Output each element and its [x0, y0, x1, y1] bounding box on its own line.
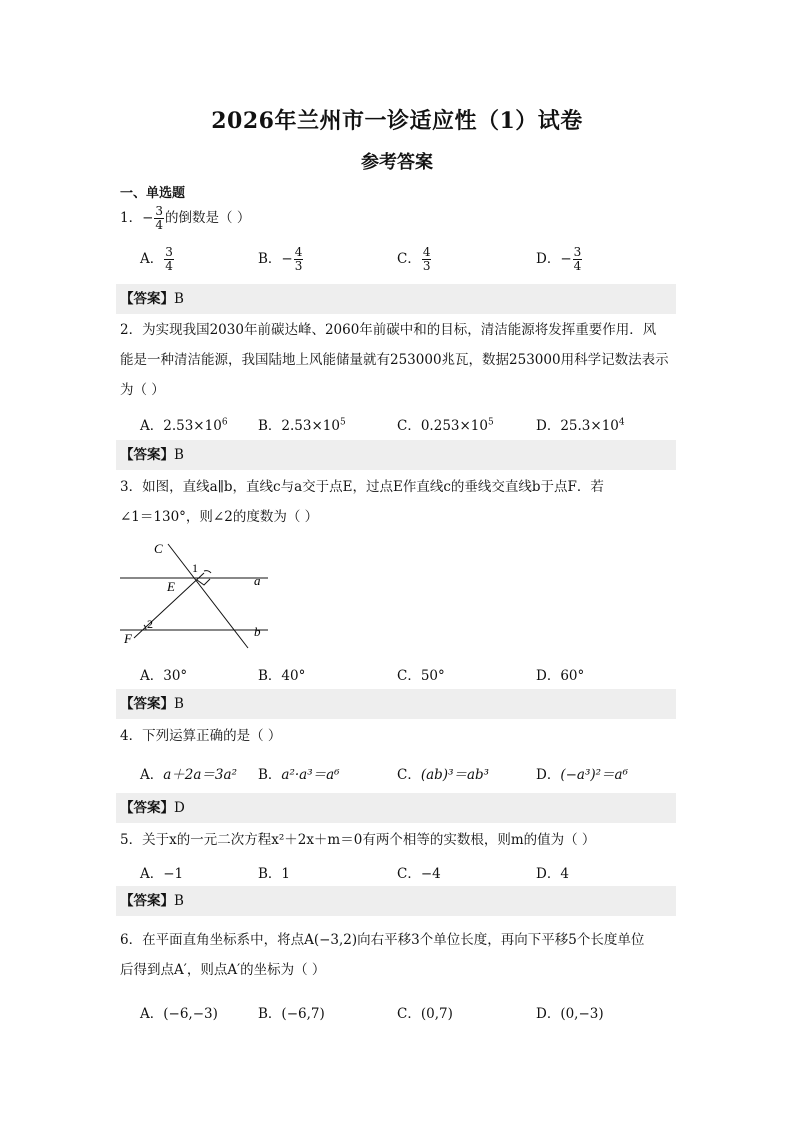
option-d: D．$25.3\times 10^4$: [536, 417, 625, 434]
option-a: A．$2.53\times 10^6$: [140, 417, 228, 434]
question-number: 3．: [120, 479, 143, 495]
question-6: 6．在平面直角坐标系中，将点A(−3,2)向右平移3个单位长度，再向下平移5个长度单位 后得到点A′，则点A′的坐标为（ ）: [120, 932, 645, 978]
option-a: A．30°: [140, 668, 188, 684]
minus-sign: −: [142, 210, 154, 226]
question-number: 6．: [120, 932, 143, 948]
question-4-options: [140, 763, 680, 787]
label-f: F: [124, 631, 132, 646]
section-heading: 一、单选题: [120, 186, 186, 201]
label-e: E: [167, 579, 175, 594]
option-c: C．(ab)³＝ab³: [397, 767, 490, 783]
fraction: $\frac{3}{4}$: [155, 204, 164, 232]
option-d: D．(−a³)²＝a⁶: [536, 767, 629, 783]
option-c: C．$0.253\times 10^5$: [397, 417, 494, 434]
option-c: C．−4: [397, 866, 441, 882]
question-4: 4．下列运算正确的是（ ）: [120, 728, 282, 744]
answer-row: 【答案】B: [116, 284, 676, 314]
question-number: 5．: [120, 832, 143, 848]
answer-value: B: [174, 696, 184, 712]
option-a: A．−1: [140, 866, 184, 882]
answer-row: 【答案】B: [116, 886, 676, 916]
document-title: 2026年兰州市一诊适应性（1）试卷: [211, 108, 583, 134]
question-3: 3．如图，直线a∥b，直线c与a交于点E，过点E作直线c的垂线交直线b于点F．若 ∠1＝130°，则∠2的度数为（ ）: [120, 479, 604, 525]
answer-value: D: [174, 800, 185, 816]
option-b: B．$2.53\times 10^5$: [258, 417, 346, 434]
question-1: [120, 203, 676, 233]
label-c: C: [154, 541, 163, 556]
option-b: B．40°: [258, 668, 306, 684]
question-number: 1．: [120, 210, 143, 226]
option-a: A．a＋2a＝3a²: [140, 767, 237, 783]
label-angle-2: 2: [147, 617, 153, 631]
question-2: 2．为实现我国2030年前碳达峰、2060年前碳中和的目标，清洁能源将发挥重要作用．风 能是一种清洁能源，我国陆地上风能储量就有253000兆瓦，数据253000用科学记数法表示 为（ ）: [120, 322, 669, 398]
option-b: B．− $\frac{4}{3}$: [258, 245, 303, 273]
option-b: B．(−6,7): [258, 1006, 325, 1022]
option-c: C．50°: [397, 668, 445, 684]
question-number: 2．: [120, 322, 143, 338]
label-a: a: [254, 573, 261, 588]
option-d: D．− $\frac{3}{4}$: [536, 245, 582, 273]
option-a: A． $\frac{3}{4}$: [140, 245, 173, 273]
question-3-options: [140, 664, 680, 688]
document-subtitle: 参考答案: [361, 152, 433, 173]
geometry-figure: [116, 540, 276, 650]
label-b: b: [254, 624, 261, 639]
label-angle-1: 1: [192, 561, 198, 575]
question-2-options: [140, 414, 680, 438]
option-c: C． $\frac{4}{3}$: [397, 245, 431, 273]
line-c: [168, 544, 248, 648]
answer-value: B: [174, 291, 184, 307]
option-d: D．4: [536, 866, 569, 882]
angle-1-arc: [204, 571, 211, 573]
option-d: D．(0,−3): [536, 1006, 604, 1022]
angle-2-arc: [144, 625, 146, 630]
answer-value: B: [174, 893, 184, 909]
question-number: 4．: [120, 728, 143, 744]
answer-row: 【答案】B: [116, 440, 676, 470]
answer-row: 【答案】B: [116, 689, 676, 719]
option-d: D．60°: [536, 668, 585, 684]
question-1-options: [140, 245, 680, 273]
question-6-options: [140, 1002, 680, 1026]
option-a: A．(−6,−3): [140, 1006, 218, 1022]
question-stem: 的倒数是（ ）: [165, 210, 251, 226]
question-5-options: [140, 862, 680, 886]
option-b: B．1: [258, 866, 291, 882]
question-5: 5．关于x的一元二次方程x²＋2x＋m＝0有两个相等的实数根，则m的值为（ ）: [120, 832, 596, 848]
option-b: B．a²·a³＝a⁶: [258, 767, 340, 783]
answer-row: 【答案】D: [116, 793, 676, 823]
answer-value: B: [174, 447, 184, 463]
option-c: C．(0,7): [397, 1006, 453, 1022]
